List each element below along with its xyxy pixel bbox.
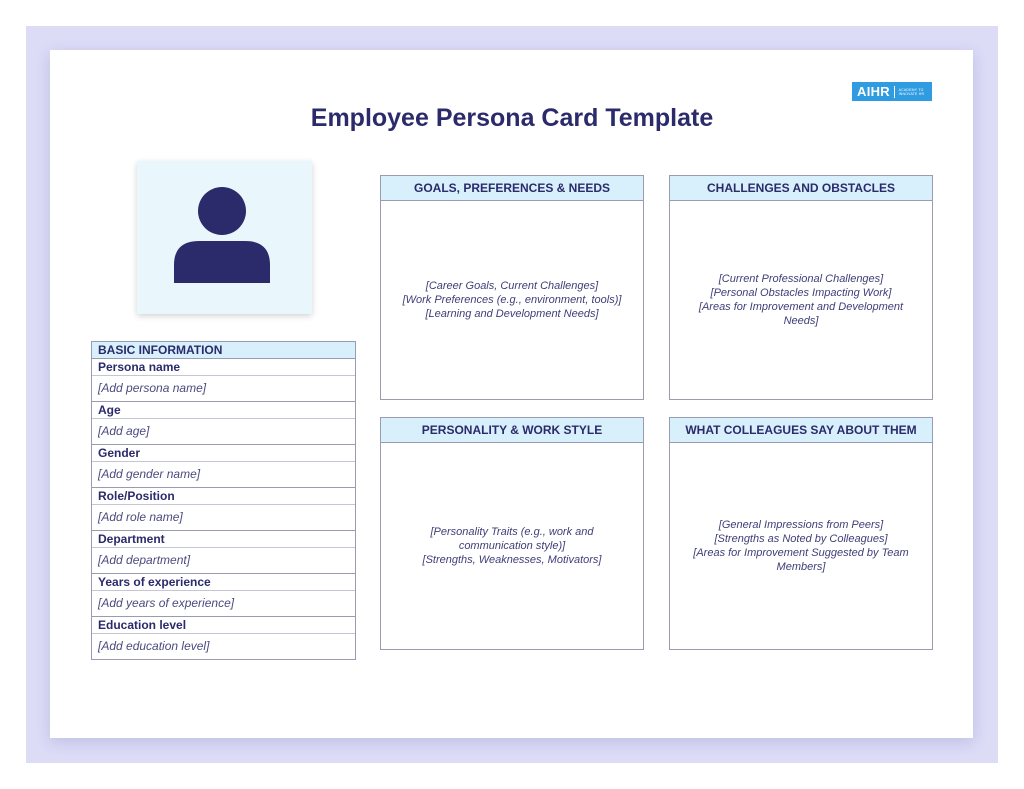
card-personality-title: PERSONALITY & WORK STYLE: [381, 418, 643, 443]
aihr-logo: [852, 82, 932, 101]
field-value-persona-name[interactable]: [Add persona name]: [92, 376, 355, 402]
field-label-persona-name: Persona name: [92, 359, 355, 376]
logo-divider: [894, 86, 895, 98]
field-label-department: Department: [92, 531, 355, 548]
card-colleagues-body[interactable]: [676, 443, 926, 649]
card-goals-body[interactable]: [387, 201, 637, 399]
field-value-gender[interactable]: [Add gender name]: [92, 462, 355, 488]
field-label-role: Role/Position: [92, 488, 355, 505]
person-icon: [137, 161, 312, 314]
card-colleagues: [669, 417, 933, 650]
card-goals-title: GOALS, PREFERENCES & NEEDS: [381, 176, 643, 201]
card-personality-line: communication style)]: [458, 540, 566, 552]
field-value-experience[interactable]: [Add years of experience]: [92, 591, 355, 617]
basic-info-table: [91, 341, 356, 660]
field-value-role[interactable]: [Add role name]: [92, 505, 355, 531]
field-label-gender: Gender: [92, 445, 355, 462]
card-personality: [380, 417, 644, 650]
card-goals: [380, 175, 644, 400]
field-value-department[interactable]: [Add department]: [92, 548, 355, 574]
card-challenges-title: CHALLENGES AND OBSTACLES: [670, 176, 932, 201]
card-challenges: [669, 175, 933, 400]
card-challenges-line: Needs]: [783, 315, 819, 327]
card-challenges-line: [Areas for Improvement and Development: [698, 301, 904, 313]
field-value-education[interactable]: [Add education level]: [98, 639, 210, 653]
basic-info-header: BASIC INFORMATION: [92, 342, 355, 359]
logo-subtext: ACADEMY TO INNOVATE HR: [898, 87, 925, 96]
card-colleagues-line: [General Impressions from Peers]: [718, 519, 884, 531]
field-label-age: Age: [92, 402, 355, 419]
card-personality-line: [Strengths, Weaknesses, Motivators]: [422, 554, 602, 566]
card-colleagues-line: Members]: [776, 561, 826, 573]
card-challenges-line: [Current Professional Challenges]: [718, 273, 884, 285]
field-label-experience: Years of experience: [92, 574, 355, 591]
card-colleagues-title: WHAT COLLEAGUES SAY ABOUT THEM: [670, 418, 932, 443]
card-challenges-line: [Personal Obstacles Impacting Work]: [710, 287, 892, 299]
field-value-age[interactable]: [Add age]: [92, 419, 355, 445]
card-challenges-body[interactable]: [676, 201, 926, 399]
card-colleagues-line: [Strengths as Noted by Colleagues]: [714, 533, 888, 545]
card-goals-line: [Career Goals, Current Challenges]: [425, 280, 599, 292]
card-personality-line: [Personality Traits (e.g., work and: [430, 526, 594, 538]
card-personality-body[interactable]: [387, 443, 637, 649]
card-goals-line: [Work Preferences (e.g., environment, tools)]: [402, 294, 622, 306]
avatar: [137, 161, 312, 314]
logo-mark: AIHR: [857, 84, 890, 99]
field-label-education: Education level: [92, 617, 355, 634]
page-title: Employee Persona Card Template: [310, 104, 714, 132]
card-goals-line: [Learning and Development Needs]: [425, 308, 599, 320]
card-colleagues-line: [Areas for Improvement Suggested by Team: [693, 547, 909, 559]
